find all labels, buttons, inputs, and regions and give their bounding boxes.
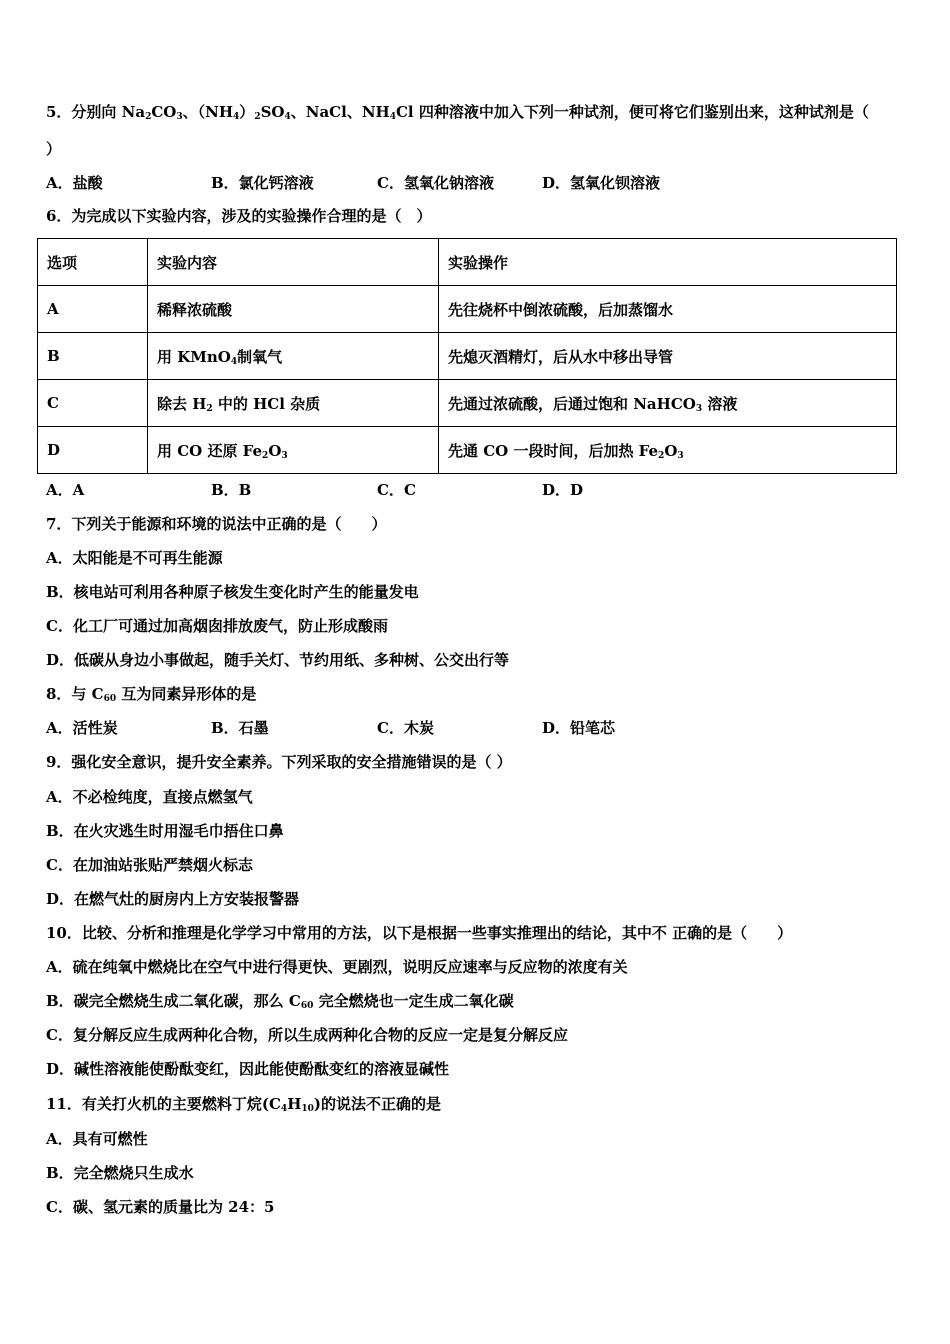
header-operation: 实验操作 bbox=[439, 239, 897, 286]
table-row bbox=[38, 427, 897, 474]
header-content: 实验内容 bbox=[148, 239, 439, 286]
q9-option-c: C．在加油站张贴严禁烟火标志 bbox=[46, 856, 253, 874]
row-operation: 先通过浓硫酸，后通过饱和 NaHCO$_3$ 溶液 bbox=[439, 380, 897, 427]
row-option: A bbox=[38, 286, 148, 333]
q9-option-a: A．不必检纯度，直接点燃氢气 bbox=[46, 788, 253, 806]
row-operation: 先通 CO 一段时间，后加热 $Fe_2O_3$ bbox=[439, 427, 897, 474]
row-content: 用 CO 还原 $Fe_2O_3$ bbox=[148, 427, 439, 474]
q5-option-b: B．氯化钙溶液 bbox=[211, 174, 314, 192]
q5-stem: 5．分别向 $Na_2CO_3$、$(NH_4)_2SO_4$、NaCl、$NH_4Cl$ 四种溶液中加入下列一种试剂，便可将它们鉴别出来，这种试剂是（ bbox=[46, 103, 869, 122]
q10-option-b: B．碳完全燃烧生成二氧化碳，那么 $C_{60}$ 完全燃烧也一定生成二氧化碳 bbox=[46, 992, 514, 1011]
q5-option-a: A．盐酸 bbox=[46, 174, 103, 192]
q5-stem-continued: ） bbox=[46, 140, 62, 158]
q10-stem: 10．比较、分析和推理是化学学习中常用的方法，以下是根据一些事实推理出的结论，其中不 正确的是（ ） bbox=[46, 924, 793, 942]
q11-stem: 11．有关打火机的主要燃料丁烷$(C_4H_{10})$的说法不正确的是 bbox=[46, 1095, 442, 1114]
table-row bbox=[38, 333, 897, 380]
q10-option-d: D．碱性溶液能使酚酞变红，因此能使酚酞变红的溶液显碱性 bbox=[46, 1060, 450, 1078]
q10-option-c: C．复分解反应生成两种化合物，所以生成两种化合物的反应一定是复分解反应 bbox=[46, 1026, 568, 1044]
q8-option-a: A．活性炭 bbox=[46, 719, 118, 737]
q5-option-c: C．氢氧化钠溶液 bbox=[377, 174, 494, 192]
table-row bbox=[38, 380, 897, 427]
row-operation: 先熄灭酒精灯，后从水中移出导管 bbox=[439, 333, 897, 380]
row-option: D bbox=[38, 427, 148, 474]
row-content: 除去 $H_2$ 中的 HCl 杂质 bbox=[148, 380, 439, 427]
header-option: 选项 bbox=[38, 239, 148, 286]
q6-option-b: B．B bbox=[211, 481, 252, 499]
q8-stem: 8．与 $C_{60}$ 互为同素异形体的是 bbox=[46, 685, 257, 704]
q8-option-b: B．石墨 bbox=[211, 719, 269, 737]
row-content: 用 KMnO$_4$制氧气 bbox=[148, 333, 439, 380]
q6-stem: 6．为完成以下实验内容，涉及的实验操作合理的是（ ） bbox=[46, 207, 432, 225]
row-option: C bbox=[38, 380, 148, 427]
q9-stem: 9．强化安全意识，提升安全素养。下列采取的安全措施错误的是（ ） bbox=[46, 753, 512, 771]
table-header-row bbox=[38, 239, 897, 286]
q5-option-d: D．氢氧化钡溶液 bbox=[542, 174, 661, 192]
q8-option-d: D．铅笔芯 bbox=[542, 719, 616, 737]
q6-option-a: A．A bbox=[46, 481, 85, 499]
q9-option-b: B．在火灾逃生时用湿毛巾捂住口鼻 bbox=[46, 822, 284, 840]
q8-option-c: C．木炭 bbox=[377, 719, 434, 737]
q7-option-a: A．太阳能是不可再生能源 bbox=[46, 549, 223, 567]
row-operation: 先往烧杯中倒浓硫酸，后加蒸馏水 bbox=[439, 286, 897, 333]
q7-option-b: B．核电站可利用各种原子核发生变化时产生的能量发电 bbox=[46, 583, 419, 601]
row-option: B bbox=[38, 333, 148, 380]
q9-option-d: D．在燃气灶的厨房内上方安装报警器 bbox=[46, 890, 300, 908]
q11-option-b: B．完全燃烧只生成水 bbox=[46, 1164, 194, 1182]
q11-option-a: A．具有可燃性 bbox=[46, 1130, 148, 1148]
q7-option-d: D．低碳从身边小事做起，随手关灯、节约用纸、多种树、公交出行等 bbox=[46, 651, 510, 669]
q10-option-a: A．硫在纯氧中燃烧比在空气中进行得更快、更剧烈，说明反应速率与反应物的浓度有关 bbox=[46, 958, 628, 976]
q7-option-c: C．化工厂可通过加高烟囱排放废气，防止形成酸雨 bbox=[46, 617, 388, 635]
q6-option-c: C．C bbox=[377, 481, 416, 499]
q6-table bbox=[37, 238, 897, 474]
q11-option-c: C．碳、氢元素的质量比为 24：5 bbox=[46, 1198, 275, 1216]
q6-option-d: D．D bbox=[542, 481, 584, 499]
q7-stem: 7．下列关于能源和环境的说法中正确的是（ ） bbox=[46, 515, 387, 533]
row-content: 稀释浓硫酸 bbox=[148, 286, 439, 333]
table-row bbox=[38, 286, 897, 333]
